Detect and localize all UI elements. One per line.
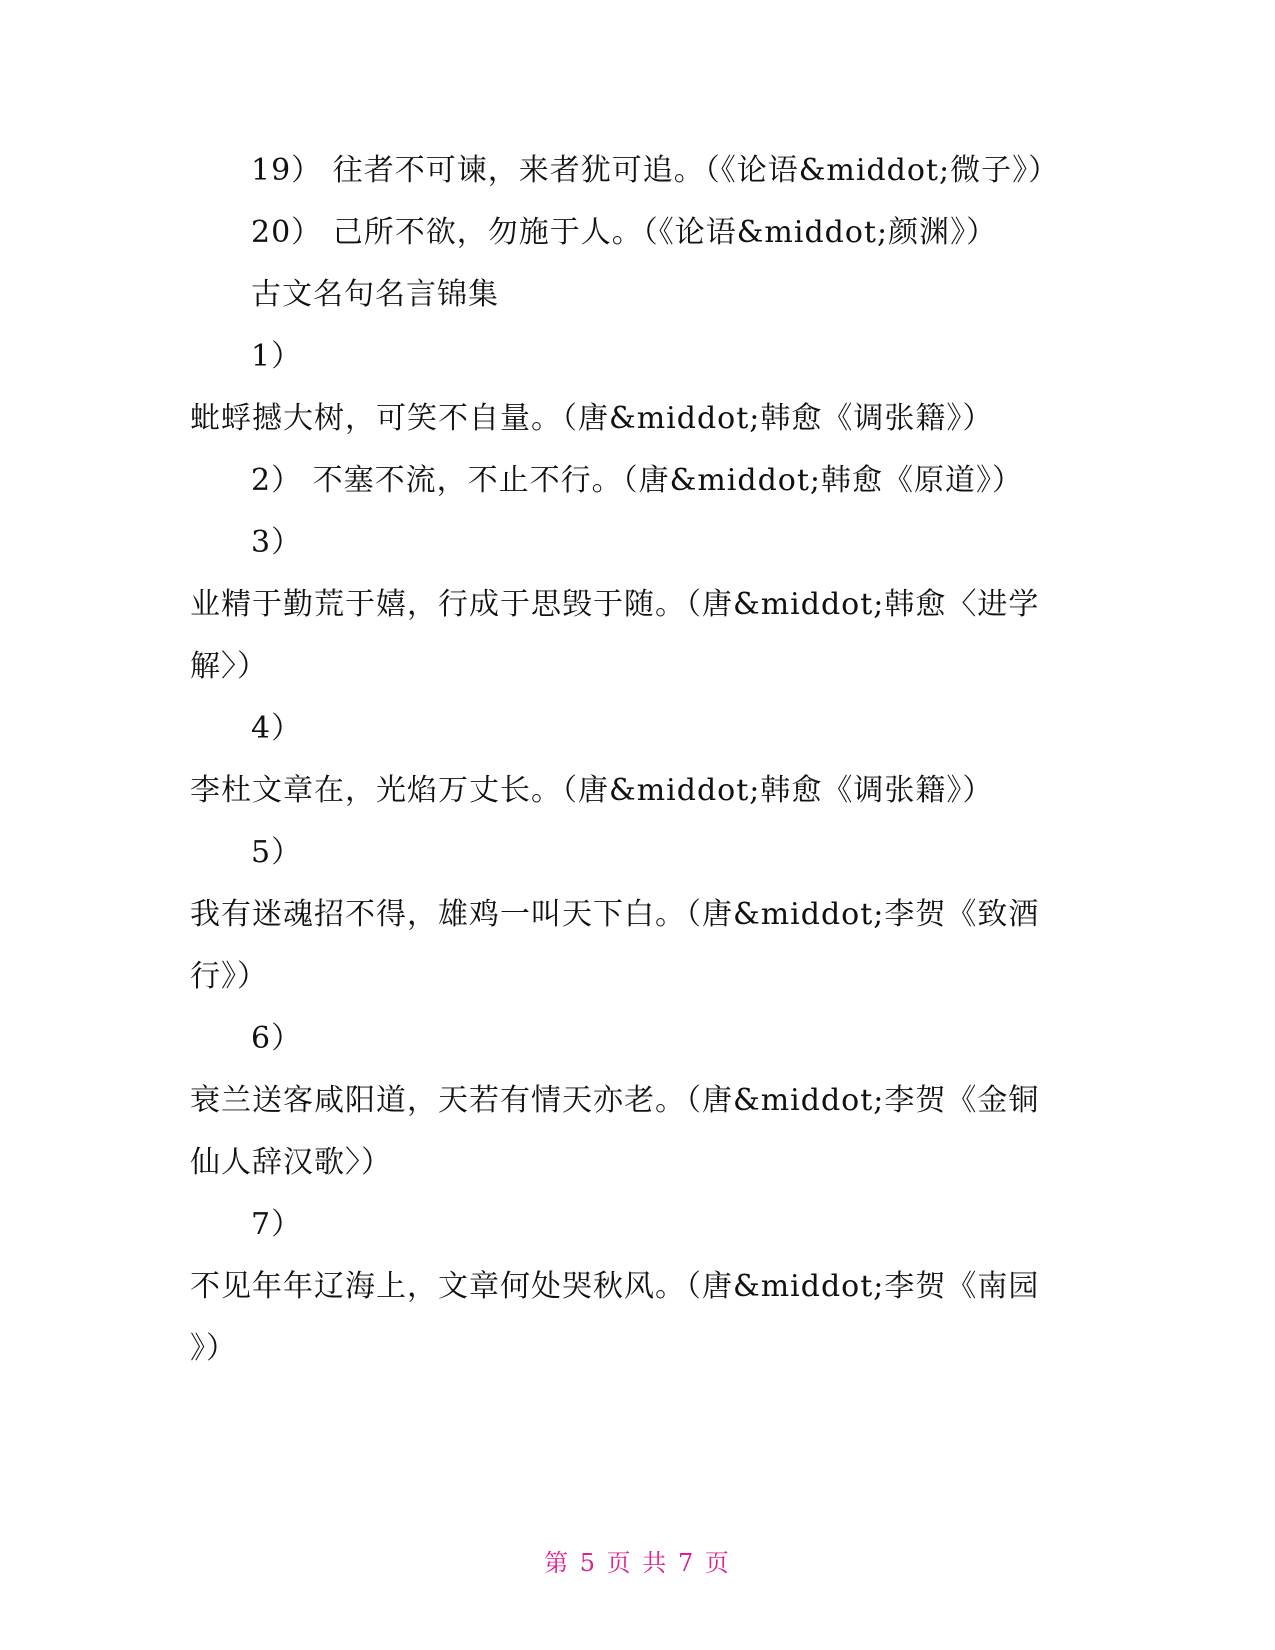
quote-line-5b: 行》） [190,959,268,994]
quote-line-5a: 我有迷魂招不得，雄鸡一叫天下白。（唐&middot;李贺《致酒 [190,897,1040,932]
item-number-4: 4） [251,711,303,746]
item-number-7: 7） [251,1207,303,1242]
section-heading: 古文名句名言锦集 [251,277,499,312]
quote-line-6a: 衰兰送客咸阳道，天若有情天亦老。（唐&middot;李贺《金铜 [190,1083,1040,1118]
quote-line-19: 19） 往者不可谏，来者犹可追。（《论语&middot;微子》） [251,153,1060,188]
quote-line-1: 蚍蜉撼大树，可笑不自量。（唐&middot;韩愈《调张籍》） [190,401,994,436]
quote-line-3b: 解〉） [190,649,268,684]
quote-line-7a: 不见年年辽海上，文章何处哭秋风。（唐&middot;李贺《南园 [190,1269,1040,1304]
quote-line-20: 20） 己所不欲，勿施于人。（《论语&middot;颜渊》） [251,215,998,250]
item-number-3: 3） [251,525,303,560]
item-number-1: 1） [251,339,303,374]
quote-line-2: 2） 不塞不流，不止不行。（唐&middot;韩愈《原道》） [251,463,1024,498]
item-number-5: 5） [251,835,303,870]
quote-line-3a: 业精于勤荒于嬉，行成于思毁于随。（唐&middot;韩愈〈进学 [190,587,1040,622]
quote-line-6b: 仙人辞汉歌〉） [190,1145,392,1180]
quote-line-7b: 》） [190,1331,237,1366]
item-number-6: 6） [251,1021,303,1056]
quote-line-4: 李杜文章在，光焰万丈长。（唐&middot;韩愈《调张籍》） [190,773,994,808]
page-footer: 第 5 页 共 7 页 [544,1549,731,1577]
